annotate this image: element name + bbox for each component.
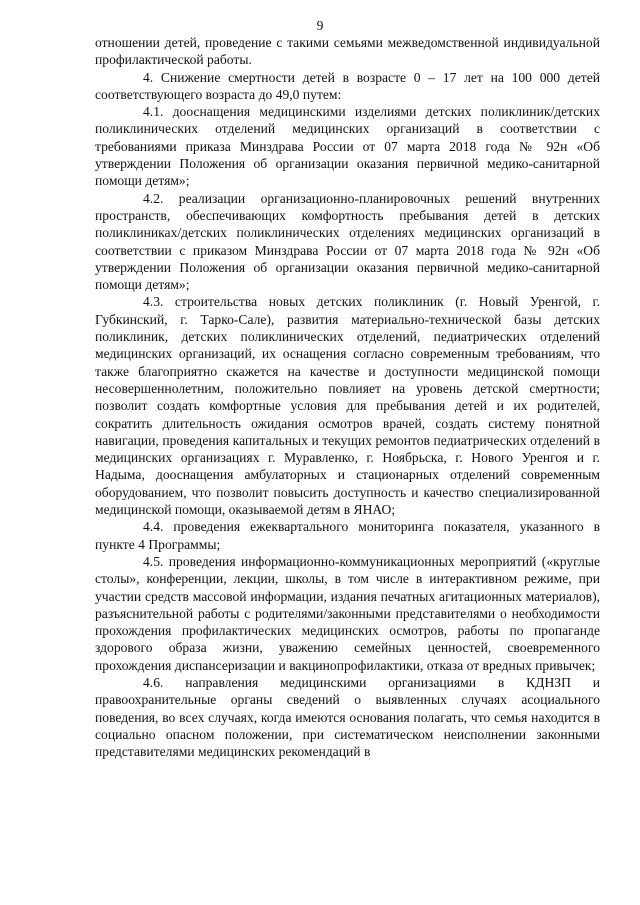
page-number: 9 (316, 18, 324, 33)
paragraph-item-4-5: 4.5. проведения информационно-коммуникационных мероприятий («круглые столы», конференции, лекции, школы, в том числе в интерактивном режиме, при участии средств массовой информации, издания печатных агитационных материалов), разъяснительной работы с родителями/законными представителями о необходимости прохождения профилактических медицинских осмотров, работы по пропаганде здорового образа жизни, уважению семейных ценностей, своевременного прохождения диспансеризации и вакцинопрофилактики, отказа от вредных привычек; (95, 553, 600, 673)
paragraph-continuation: отношении детей, проведение с такими семьями межведомственной индивидуальной профилактической работы. (95, 35, 600, 68)
paragraph-item-4-4: 4.4. проведения ежеквартального мониторинга показателя, указанного в пункте 4 Программы; (95, 519, 600, 552)
paragraph-item-4-3: 4.3. строительства новых детских поликлиник (г. Новый Уренгой, г. Губкинский, г. Тарко-Сале), развития материально-технической базы детских поликлиник, детских поликлинических отделений, педиатрических отделений медицинских организаций, их оснащения согласно современным требованиям, что также благоприятно скажется на качестве и доступности медицинской помощи несовершеннолетним, положительно повлияет на уровень детской смертности; позволит создать комфортные условия для пребывания детей и их родителей, сократить длительность ожидания осмотров врачей, создать систему понятной навигации, проведения капитальных и текущих ремонтов педиатрических отделений в медицинских организациях г. Муравленко, г. Ноябрьска, г. Нового Уренгоя и г. Надыма, дооснащения амбулаторных и стационарных отделений современным оборудованием, что позволит повысить доступность и качество специализированной медицинской помощи, оказываемой детям в ЯНАО; (95, 294, 600, 518)
paragraph-item-4-2: 4.2. реализации организационно-планировочных решений внутренних пространств, обеспечивающих комфортность пребывания детей в детских поликлиниках/детских поликлинических отделениях медицинских организаций в соответствии с приказом Минздрава России от 07 марта 2018 года № 92н «Об утверждении Положения об организации оказания первичной медико-санитарной помощи детям»; (95, 190, 600, 293)
paragraph-item-4: 4. Снижение смертности детей в возрасте 0 – 17 лет на 100 000 детей соответствующего возраста до 49,0 путем: (95, 69, 600, 102)
paragraph-item-4-6: 4.6. направления медицинскими организациями в КДНЗП и правоохранительные органы сведений о выявленных случаях асоциального поведения, во всех случаях, когда имеются основания полагать, что семья находится в социально опасном положении, при систематическом неисполнении законными представителями медицинских рекомендаций в (95, 674, 600, 760)
paragraph-item-4-1: 4.1. дооснащения медицинскими изделиями детских поликлиник/детских поликлинических отделений медицинских организаций в соответствии с требованиями приказа Минздрава России от 07 марта 2018 года № 92н «Об утверждении Положения об организации оказания первичной медико-санитарной помощи детям»; (95, 104, 600, 189)
document-body (95, 34, 600, 760)
